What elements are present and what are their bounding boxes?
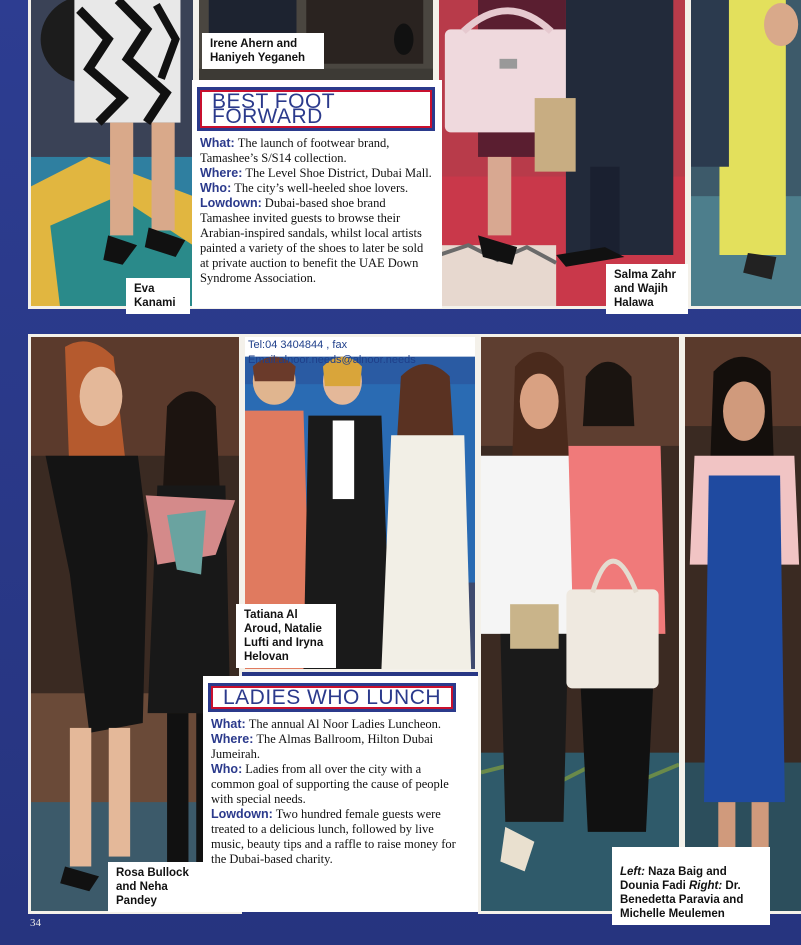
- photo-benedetta-michelle: [682, 334, 801, 914]
- event-details: [211, 717, 468, 867]
- info-text: The Level Shoe District, Dubai Mall.: [245, 166, 432, 180]
- info-what: [211, 717, 468, 732]
- caption-irene-haniyeh: Irene Ahern and Haniyeh Yeganeh: [202, 33, 324, 69]
- caption-left-right: [612, 847, 770, 925]
- info-lowdown: [211, 807, 468, 867]
- backdrop-banner-text: Tel:04 3404844 , fax Email:alnoor.needs@alnoor.needs: [248, 339, 416, 366]
- event-info-ladies-who-lunch: [203, 676, 478, 912]
- caption-tatiana-natalie-iryna: Tatiana Al Aroud, Natalie Lufti and Iryna Helovan: [236, 604, 336, 668]
- info-label: Who:: [200, 181, 232, 195]
- info-text: The annual Al Noor Ladies Luncheon.: [248, 717, 442, 731]
- caption-salma-wajih: Salma Zahr and Wajih Halawa: [606, 264, 688, 314]
- photo-naza-dounia: [478, 334, 682, 914]
- info-label: Where:: [211, 732, 254, 746]
- photo-eva-kanami: [28, 0, 196, 309]
- page-number: 34: [30, 917, 41, 929]
- info-where: [211, 732, 468, 762]
- caption-left-text: Naza Baig and Dounia Fadi: [620, 866, 727, 892]
- caption-eva-kanami: Eva Kanami: [126, 278, 190, 314]
- event-title: LADIES WHO LUNCH: [211, 686, 453, 709]
- info-where: [200, 166, 432, 181]
- caption-right-label: Right:: [689, 880, 723, 892]
- info-text: Dubai-based shoe brand Tamashee invited guests to browse their Arabian-inspired sandals, whilst local artists painted a variety of the shoes to later be sold at private auction to benefit the UAE Down Syndrome Association.: [200, 196, 424, 285]
- info-label: Lowdown:: [200, 196, 262, 210]
- info-who: [211, 762, 468, 807]
- info-label: What:: [200, 136, 235, 150]
- info-text: The Almas Ballroom, Hilton Dubai Jumeirah.: [211, 732, 434, 761]
- event-info-best-foot-forward: [192, 80, 442, 308]
- photo-salma-wajih: [436, 0, 688, 309]
- info-label: What:: [211, 717, 246, 731]
- event-details: [200, 136, 432, 286]
- photo-yellow-pants: [688, 0, 801, 309]
- info-text: Ladies from all over the city with a common goal of supporting the cause of people with special needs.: [211, 762, 449, 806]
- info-text: Two hundred female guests were treated to a delicious lunch, followed by live music, beauty tips and a raffle to raise money for the Dubai-based charity.: [211, 807, 456, 866]
- caption-rosa-neha: Rosa Bullock and Neha Pandey: [108, 862, 204, 912]
- event-title: BEST FOOT FORWARD: [200, 90, 432, 128]
- info-lowdown: [200, 196, 432, 286]
- info-what: [200, 136, 432, 166]
- caption-right-text: Dr. Benedetta Paravia and Michelle Meulemen: [620, 880, 744, 920]
- info-text: The city’s well-heeled shoe lovers.: [234, 181, 409, 195]
- info-text: The launch of footwear brand, Tamashee’s S/S14 collection.: [200, 136, 390, 165]
- caption-left-label: Left:: [620, 866, 645, 878]
- info-label: Where:: [200, 166, 243, 180]
- info-who: [200, 181, 432, 196]
- info-label: Lowdown:: [211, 807, 273, 821]
- info-label: Who:: [211, 762, 243, 776]
